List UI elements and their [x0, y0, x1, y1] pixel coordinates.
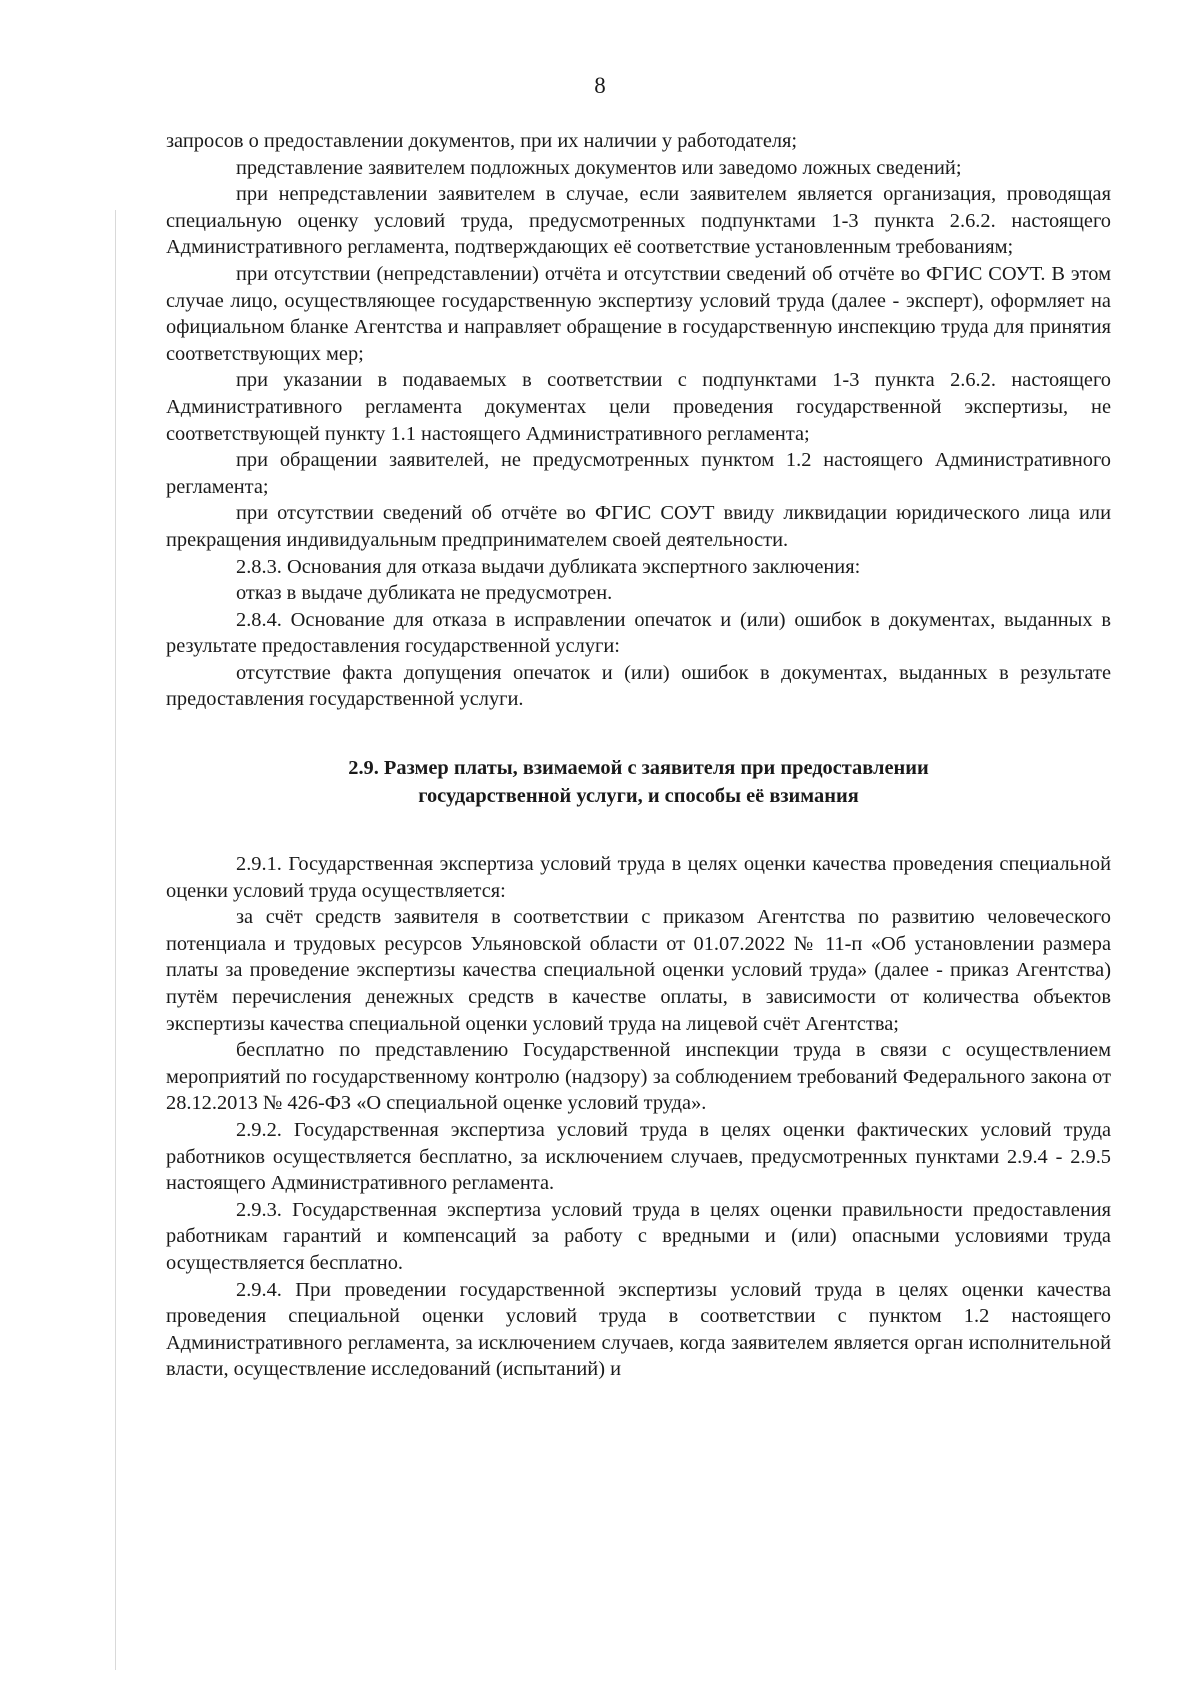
- scan-edge-line: [115, 210, 116, 1670]
- paragraph: представление заявителем подложных документов или заведомо ложных сведений;: [236, 156, 962, 179]
- paragraph: 2.9.2. Государственная экспертиза условий труда в целях оценки фактических условий труда работников осуществляется бесплатно, за исключением случаев, предусмотренных пунктами 2.9.4 - 2.9.5 настоящего Административного регламента.: [166, 1119, 1111, 1195]
- paragraph: при непредставлении заявителем в случае, если заявителем является организация, проводящая специальную оценку условий труда, предусмотренных подпунктами 1-3 пункта 2.6.2. настоящего Административного регламента, подтверждающих её соответствие установленным требованиям;: [166, 183, 1111, 259]
- section-heading: [166, 754, 1111, 810]
- paragraph: 2.8.3. Основания для отказа выдачи дубликата экспертного заключения:: [236, 555, 861, 578]
- paragraph: 2.8.4. Основание для отказа в исправлении опечаток и (или) ошибок в документах, выданных в результате предоставления государственной услуги:: [166, 608, 1111, 658]
- paragraph: бесплатно по представлению Государственной инспекции труда в связи с осуществлением мероприятий по государственному контролю (надзору) за соблюдением требований Федерального закона от 28.12.2013 № 426-ФЗ «О специальной оценке условий труда».: [166, 1039, 1111, 1115]
- paragraph: при указании в подаваемых в соответствии с подпунктами 1-3 пункта 2.6.2. настоящего Административного регламента документах цели проведения государственной экспертизы, не соответствующей пункту 1.1 настоящего Административного регламента;: [166, 369, 1111, 445]
- paragraph: отсутствие факта допущения опечаток и (или) ошибок в документах, выданных в результате предоставления государственной услуги.: [166, 661, 1111, 711]
- paragraph: отказ в выдаче дубликата не предусмотрен.: [236, 582, 613, 605]
- document-body: [166, 128, 1111, 1383]
- paragraph: за счёт средств заявителя в соответствии с приказом Агентства по развитию человеческого потенциала и трудовых ресурсов Ульяновской области от 01.07.2022 № 11-п «Об установлении размера платы за проведение экспертизы качества специальной оценки условий труда» (далее - приказ Агентства) путём перечисления денежных средств в качестве оплаты, в зависимости от количества объектов экспертизы качества специальной оценки условий труда на лицевой счёт Агентства;: [166, 906, 1111, 1035]
- page-number: 8: [594, 73, 606, 98]
- paragraph: 2.9.4. При проведении государственной экспертизы условий труда в целях оценки качества проведения специальной оценки условий труда в соответствии с пунктом 1.2 настоящего Административного регламента, за исключением случаев, когда заявителем является орган исполнительной власти, осуществление исследований (испытаний) и: [166, 1278, 1111, 1381]
- section-heading-line: государственной услуги, и способы её взимания: [418, 785, 859, 808]
- section-heading-line: 2.9. Размер платы, взимаемой с заявителя при предоставлении: [348, 757, 929, 780]
- paragraph: при отсутствии сведений об отчёте во ФГИС СОУТ ввиду ликвидации юридического лица или прекращения индивидуальным предпринимателем своей деятельности.: [166, 502, 1111, 551]
- paragraph: при отсутствии (непредставлении) отчёта и отсутствии сведений об отчёте во ФГИС СОУТ. В этом случае лицо, осуществляющее государственную экспертизу условий труда (далее - эксперт), оформляет на официальном бланке Агентства и направляет обращение в государственную инспекцию труда для принятия соответствующих мер;: [166, 262, 1111, 365]
- paragraph: 2.9.1. Государственная экспертиза условий труда в целях оценки качества проведения специальной оценки условий труда осуществляется:: [166, 853, 1111, 902]
- paragraph: при обращении заявителей, не предусмотренных пунктом 1.2 настоящего Административного регламента;: [166, 449, 1111, 498]
- paragraph: 2.9.3. Государственная экспертиза условий труда в целях оценки правильности предоставления работникам гарантий и компенсаций за работу с вредными и (или) опасными условиями труда осуществляется бесплатно.: [166, 1198, 1111, 1274]
- paragraph: запросов о предоставлении документов, при их наличии у работодателя;: [166, 130, 798, 152]
